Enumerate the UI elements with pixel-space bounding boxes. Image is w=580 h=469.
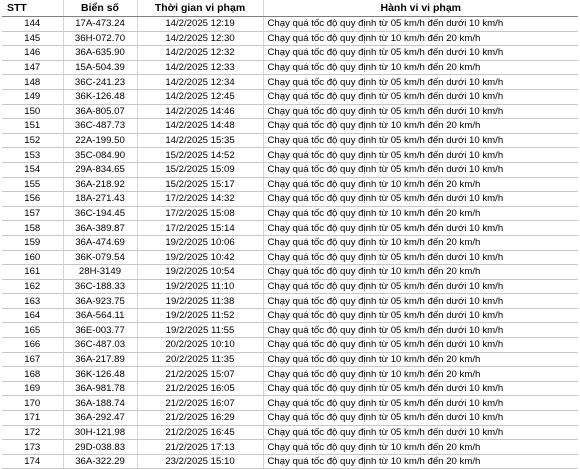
cell-stt: 156: [2, 192, 63, 207]
cell-stt: 146: [2, 46, 63, 61]
cell-violation: Chạy quá tốc độ quy định từ 05 km/h đến dưới 10 km/h: [263, 17, 578, 32]
cell-plate: 28H-3149: [63, 265, 137, 280]
cell-time: 14/2/2025 12:19: [137, 17, 263, 32]
cell-violation: Chạy quá tốc độ quy định từ 10 km/h đến 20 km/h: [263, 352, 578, 367]
table-row: [2, 440, 578, 455]
table-row: [2, 454, 578, 469]
cell-violation: Chạy quá tốc độ quy định từ 05 km/h đến dưới 10 km/h: [263, 250, 578, 265]
cell-violation: Chạy quá tốc độ quy định từ 10 km/h đến 20 km/h: [263, 177, 578, 192]
table-row: [2, 162, 578, 177]
cell-time: 19/2/2025 10:42: [137, 250, 263, 265]
cell-plate: 30H-121.98: [63, 425, 137, 440]
cell-plate: 36A-217.89: [63, 352, 137, 367]
table-row: [2, 265, 578, 280]
cell-stt: 166: [2, 338, 63, 353]
cell-time: 14/2/2025 14:46: [137, 104, 263, 119]
cell-violation: Chạy quá tốc độ quy định từ 10 km/h đến 20 km/h: [263, 206, 578, 221]
cell-time: 15/2/2025 15:09: [137, 162, 263, 177]
cell-stt: 145: [2, 31, 63, 46]
cell-stt: 160: [2, 250, 63, 265]
table-row: [2, 338, 578, 353]
cell-time: 14/2/2025 14:48: [137, 119, 263, 134]
cell-stt: 159: [2, 235, 63, 250]
table-row: [2, 104, 578, 119]
header-plate: Biển số: [63, 0, 137, 17]
cell-time: 21/2/2025 16:05: [137, 381, 263, 396]
table-row: [2, 31, 578, 46]
cell-violation: Chạy quá tốc độ quy định từ 10 km/h đến 20 km/h: [263, 60, 578, 75]
cell-plate: 15A-504.39: [63, 60, 137, 75]
cell-stt: 154: [2, 162, 63, 177]
table-row: [2, 367, 578, 382]
header-stt: STT: [2, 0, 63, 17]
cell-stt: 155: [2, 177, 63, 192]
cell-violation: Chạy quá tốc độ quy định từ 05 km/h đến dưới 10 km/h: [263, 104, 578, 119]
cell-plate: 36C-188.33: [63, 279, 137, 294]
table-row: [2, 425, 578, 440]
table-row: [2, 308, 578, 323]
cell-stt: 144: [2, 17, 63, 32]
cell-time: 19/2/2025 11:55: [137, 323, 263, 338]
table-row: [2, 192, 578, 207]
cell-violation: Chạy quá tốc độ quy định từ 05 km/h đến dưới 10 km/h: [263, 75, 578, 90]
table-row: [2, 148, 578, 163]
cell-time: 19/2/2025 11:38: [137, 294, 263, 309]
cell-stt: 165: [2, 323, 63, 338]
cell-violation: Chạy quá tốc độ quy định từ 05 km/h đến dưới 10 km/h: [263, 279, 578, 294]
cell-stt: 158: [2, 221, 63, 236]
cell-stt: 162: [2, 279, 63, 294]
cell-stt: 147: [2, 60, 63, 75]
header-violation: Hành vi vi phạm: [263, 0, 578, 17]
table-row: [2, 323, 578, 338]
cell-time: 15/2/2025 15:17: [137, 177, 263, 192]
cell-plate: 17A-473.24: [63, 17, 137, 32]
cell-violation: Chạy quá tốc độ quy định từ 05 km/h đến dưới 10 km/h: [263, 89, 578, 104]
cell-time: 14/2/2025 12:30: [137, 31, 263, 46]
cell-plate: 36H-072.70: [63, 31, 137, 46]
cell-plate: 36A-218.92: [63, 177, 137, 192]
cell-time: 19/2/2025 10:54: [137, 265, 263, 280]
header-time: Thời gian vi phạm: [137, 0, 263, 17]
cell-stt: 161: [2, 265, 63, 280]
table-body: [2, 17, 578, 469]
violations-table: [2, 0, 578, 469]
header-row: [2, 0, 578, 17]
cell-plate: 36A-805.07: [63, 104, 137, 119]
cell-violation: Chạy quá tốc độ quy định từ 05 km/h đến dưới 10 km/h: [263, 46, 578, 61]
cell-plate: 36C-487.73: [63, 119, 137, 134]
cell-violation: Chạy quá tốc độ quy định từ 05 km/h đến dưới 10 km/h: [263, 294, 578, 309]
cell-time: 14/2/2025 12:32: [137, 46, 263, 61]
cell-plate: 36A-923.75: [63, 294, 137, 309]
cell-time: 21/2/2025 16:45: [137, 425, 263, 440]
cell-plate: 36C-241.23: [63, 75, 137, 90]
table-row: [2, 133, 578, 148]
cell-stt: 150: [2, 104, 63, 119]
cell-plate: 36K-126.48: [63, 367, 137, 382]
table-row: [2, 250, 578, 265]
cell-violation: Chạy quá tốc độ quy định từ 10 km/h đến 20 km/h: [263, 235, 578, 250]
cell-violation: Chạy quá tốc độ quy định từ 10 km/h đến 20 km/h: [263, 119, 578, 134]
cell-time: 14/2/2025 12:45: [137, 89, 263, 104]
cell-time: 14/2/2025 12:33: [137, 60, 263, 75]
cell-time: 20/2/2025 11:35: [137, 352, 263, 367]
table-row: [2, 17, 578, 32]
cell-stt: 172: [2, 425, 63, 440]
cell-plate: 36A-474.69: [63, 235, 137, 250]
cell-violation: Chạy quá tốc độ quy định từ 05 km/h đến dưới 10 km/h: [263, 396, 578, 411]
cell-stt: 148: [2, 75, 63, 90]
cell-time: 21/2/2025 15:07: [137, 367, 263, 382]
cell-time: 21/2/2025 17:13: [137, 440, 263, 455]
cell-violation: Chạy quá tốc độ quy định từ 05 km/h đến dưới 10 km/h: [263, 411, 578, 426]
cell-plate: 36A-981.78: [63, 381, 137, 396]
cell-time: 17/2/2025 15:14: [137, 221, 263, 236]
table-row: [2, 206, 578, 221]
table-row: [2, 396, 578, 411]
cell-time: 20/2/2025 10:10: [137, 338, 263, 353]
cell-time: 21/2/2025 16:07: [137, 396, 263, 411]
cell-time: 17/2/2025 15:08: [137, 206, 263, 221]
cell-stt: 153: [2, 148, 63, 163]
cell-plate: 35C-084.90: [63, 148, 137, 163]
cell-stt: 171: [2, 411, 63, 426]
cell-stt: 157: [2, 206, 63, 221]
cell-plate: 29A-834.65: [63, 162, 137, 177]
table-header: [2, 0, 578, 17]
cell-time: 14/2/2025 12:34: [137, 75, 263, 90]
cell-stt: 163: [2, 294, 63, 309]
cell-violation: Chạy quá tốc độ quy định từ 05 km/h đến dưới 10 km/h: [263, 308, 578, 323]
table-row: [2, 46, 578, 61]
cell-violation: Chạy quá tốc độ quy định từ 05 km/h đến dưới 10 km/h: [263, 133, 578, 148]
cell-stt: 167: [2, 352, 63, 367]
cell-stt: 169: [2, 381, 63, 396]
cell-time: 15/2/2025 14:52: [137, 148, 263, 163]
cell-plate: 29D-038.83: [63, 440, 137, 455]
cell-plate: 36A-635.90: [63, 46, 137, 61]
cell-violation: Chạy quá tốc độ quy định từ 10 km/h đến 20 km/h: [263, 367, 578, 382]
cell-plate: 36A-188.74: [63, 396, 137, 411]
cell-plate: 36K-079.54: [63, 250, 137, 265]
table-row: [2, 60, 578, 75]
table-row: [2, 89, 578, 104]
cell-stt: 174: [2, 454, 63, 469]
cell-time: 19/2/2025 10:06: [137, 235, 263, 250]
cell-stt: 152: [2, 133, 63, 148]
cell-violation: Chạy quá tốc độ quy định từ 10 km/h đến 20 km/h: [263, 454, 578, 469]
cell-plate: 18A-271.43: [63, 192, 137, 207]
table-row: [2, 75, 578, 90]
cell-stt: 173: [2, 440, 63, 455]
cell-plate: 36C-487.03: [63, 338, 137, 353]
cell-violation: Chạy quá tốc độ quy định từ 10 km/h đến 20 km/h: [263, 265, 578, 280]
cell-time: 17/2/2025 14:32: [137, 192, 263, 207]
cell-stt: 149: [2, 89, 63, 104]
cell-stt: 168: [2, 367, 63, 382]
cell-time: 19/2/2025 11:10: [137, 279, 263, 294]
cell-violation: Chạy quá tốc độ quy định từ 05 km/h đến dưới 10 km/h: [263, 425, 578, 440]
cell-time: 23/2/2025 15:10: [137, 454, 263, 469]
table-row: [2, 119, 578, 134]
cell-plate: 36C-194.45: [63, 206, 137, 221]
cell-plate: 36A-389.87: [63, 221, 137, 236]
cell-violation: Chạy quá tốc độ quy định từ 05 km/h đến dưới 10 km/h: [263, 148, 578, 163]
table-row: [2, 235, 578, 250]
cell-stt: 151: [2, 119, 63, 134]
table-row: [2, 279, 578, 294]
cell-plate: 36K-126.48: [63, 89, 137, 104]
table-row: [2, 352, 578, 367]
cell-plate: 22A-199.50: [63, 133, 137, 148]
table-row: [2, 177, 578, 192]
table-row: [2, 411, 578, 426]
cell-stt: 164: [2, 308, 63, 323]
table-row: [2, 294, 578, 309]
cell-violation: Chạy quá tốc độ quy định từ 05 km/h đến dưới 10 km/h: [263, 338, 578, 353]
cell-plate: 36E-003.77: [63, 323, 137, 338]
cell-violation: Chạy quá tốc độ quy định từ 05 km/h đến dưới 10 km/h: [263, 192, 578, 207]
cell-plate: 36A-322.29: [63, 454, 137, 469]
cell-time: 19/2/2025 11:52: [137, 308, 263, 323]
cell-plate: 36A-564.11: [63, 308, 137, 323]
cell-violation: Chạy quá tốc độ quy định từ 10 km/h đến 20 km/h: [263, 440, 578, 455]
table-row: [2, 381, 578, 396]
cell-stt: 170: [2, 396, 63, 411]
cell-violation: Chạy quá tốc độ quy định từ 05 km/h đến dưới 10 km/h: [263, 323, 578, 338]
cell-time: 21/2/2025 16:29: [137, 411, 263, 426]
cell-violation: Chạy quá tốc độ quy định từ 05 km/h đến dưới 10 km/h: [263, 162, 578, 177]
table-row: [2, 221, 578, 236]
cell-violation: Chạy quá tốc độ quy định từ 05 km/h đến dưới 10 km/h: [263, 381, 578, 396]
cell-violation: Chạy quá tốc độ quy định từ 10 km/h đến 20 km/h: [263, 31, 578, 46]
cell-plate: 36A-292.47: [63, 411, 137, 426]
cell-time: 14/2/2025 15:35: [137, 133, 263, 148]
cell-violation: Chạy quá tốc độ quy định từ 05 km/h đến dưới 10 km/h: [263, 221, 578, 236]
